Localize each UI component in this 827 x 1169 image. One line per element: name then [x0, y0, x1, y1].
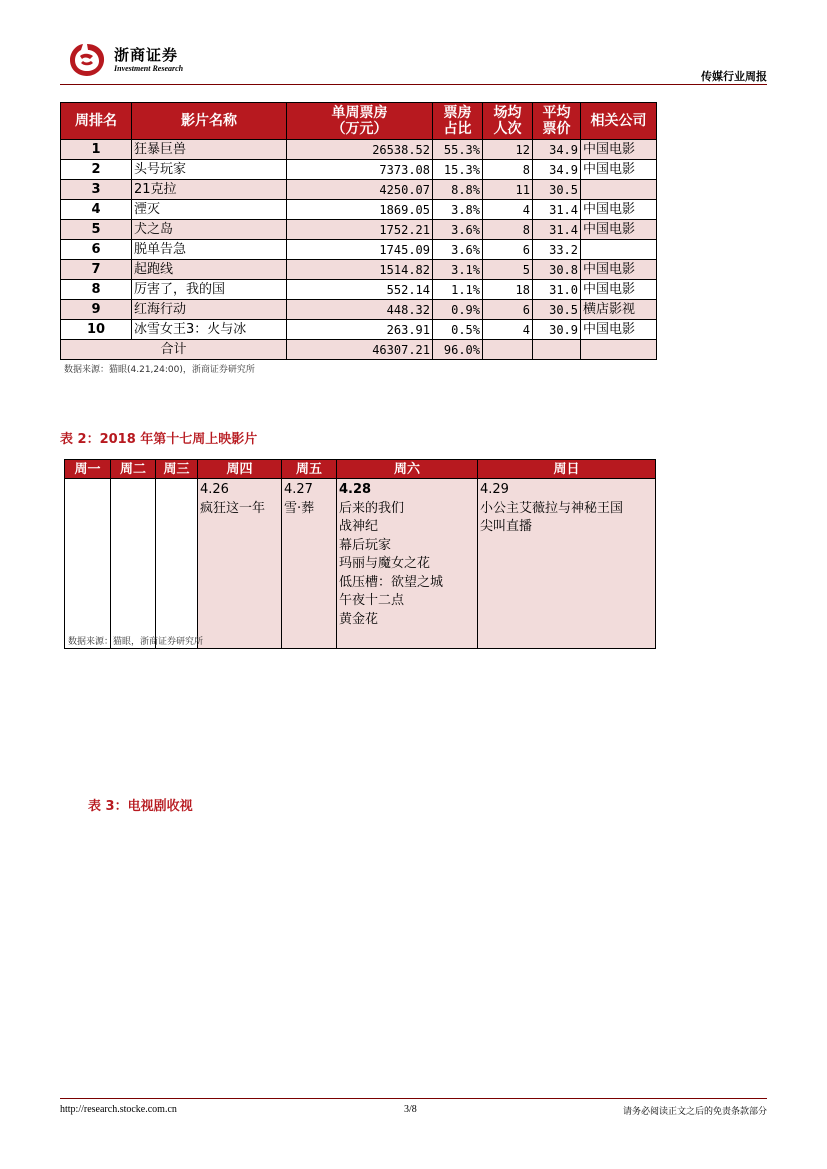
rank-cell: 1 — [61, 140, 132, 160]
table1-source: 数据来源：猫眼(4.21,24:00)，浙商证券研究所 — [64, 365, 255, 375]
share-cell: 3.6% — [433, 240, 483, 260]
title-cell: 犬之岛 — [132, 220, 287, 240]
title-cell: 厉害了，我的国 — [132, 280, 287, 300]
report-type: 传媒行业周报 — [701, 70, 767, 83]
company-logo-icon — [68, 42, 106, 78]
logo-chinese-text: 浙商证券 — [114, 46, 179, 64]
movie-title: 尖叫直播 — [480, 519, 533, 534]
total-empty-cell — [533, 340, 581, 360]
company-cell: 中国电影 — [581, 160, 657, 180]
header-monday: 周一 — [65, 460, 111, 479]
title-cell: 脱单告急 — [132, 240, 287, 260]
saturday-cell — [337, 479, 478, 649]
table-row — [61, 240, 657, 260]
table-row — [61, 280, 657, 300]
thursday-cell — [198, 479, 282, 649]
title-cell: 狂暴巨兽 — [132, 140, 287, 160]
footer-url[interactable]: http://research.stocke.com.cn — [60, 1104, 177, 1115]
table3-caption: 表 3：电视剧收视 — [88, 799, 193, 814]
header-friday: 周五 — [282, 460, 337, 479]
page-number: 3/8 — [404, 1104, 417, 1115]
company-cell: 中国电影 — [581, 140, 657, 160]
box-cell: 552.14 — [287, 280, 433, 300]
price-cell: 30.5 — [533, 180, 581, 200]
table-row — [61, 200, 657, 220]
monday-cell — [65, 479, 111, 649]
title-cell: 冰雪女王3：火与冰 — [132, 320, 287, 340]
header-avg-people: 场均 人次 — [483, 103, 533, 140]
total-label: 合计 — [61, 340, 287, 360]
share-cell: 3.8% — [433, 200, 483, 220]
title-cell: 21克拉 — [132, 180, 287, 200]
table-row — [61, 220, 657, 240]
price-cell: 31.0 — [533, 280, 581, 300]
header-title: 影片名称 — [132, 103, 287, 140]
table-row — [61, 180, 657, 200]
total-row — [61, 340, 657, 360]
share-cell: 55.3% — [433, 140, 483, 160]
table2-source: 数据来源：猫眼，浙商证券研究所 — [68, 637, 204, 647]
movie-title: 战神纪 — [339, 519, 379, 534]
header-box-office: 单周票房 （万元） — [287, 103, 433, 140]
price-cell: 30.9 — [533, 320, 581, 340]
people-cell: 11 — [483, 180, 533, 200]
movie-title: 雪·葬 — [284, 500, 315, 516]
table-row — [61, 320, 657, 340]
people-cell: 6 — [483, 300, 533, 320]
box-cell: 1514.82 — [287, 260, 433, 280]
total-share: 96.0% — [433, 340, 483, 360]
header-tuesday: 周二 — [111, 460, 156, 479]
footer-divider — [60, 1098, 767, 1099]
box-cell: 26538.52 — [287, 140, 433, 160]
share-cell: 1.1% — [433, 280, 483, 300]
share-cell: 3.1% — [433, 260, 483, 280]
box-cell: 263.91 — [287, 320, 433, 340]
table2-caption: 表 2：2018 年第十七周上映影片 — [60, 432, 258, 447]
rank-cell: 6 — [61, 240, 132, 260]
header-thursday: 周四 — [198, 460, 282, 479]
rank-cell: 8 — [61, 280, 132, 300]
rank-cell: 7 — [61, 260, 132, 280]
price-cell: 30.8 — [533, 260, 581, 280]
movie-title: 后来的我们 — [339, 500, 405, 516]
box-cell: 1752.21 — [287, 220, 433, 240]
title-cell: 头号玩家 — [132, 160, 287, 180]
movie-title: 疯狂这一年 — [200, 500, 266, 516]
price-cell: 34.9 — [533, 140, 581, 160]
company-cell — [581, 240, 657, 260]
box-cell: 7373.08 — [287, 160, 433, 180]
header-share: 票房 占比 — [433, 103, 483, 140]
price-cell: 31.4 — [533, 220, 581, 240]
friday-cell — [282, 479, 337, 649]
people-cell: 8 — [483, 160, 533, 180]
box-cell: 4250.07 — [287, 180, 433, 200]
share-cell: 0.9% — [433, 300, 483, 320]
people-cell: 5 — [483, 260, 533, 280]
company-cell: 中国电影 — [581, 320, 657, 340]
box-cell: 448.32 — [287, 300, 433, 320]
release-row — [65, 479, 656, 649]
people-cell: 6 — [483, 240, 533, 260]
price-cell: 33.2 — [533, 240, 581, 260]
table-row — [61, 140, 657, 160]
movie-title: 午夜十二点 — [339, 593, 405, 608]
rank-cell: 2 — [61, 160, 132, 180]
footer-disclaimer: 请务必阅读正文之后的免责条款部分 — [622, 1107, 767, 1117]
movie-title: 小公主艾薇拉与神秘王国 — [480, 500, 624, 516]
movie-title: 玛丽与魔女之花 — [339, 556, 431, 571]
share-cell: 15.3% — [433, 160, 483, 180]
share-cell: 3.6% — [433, 220, 483, 240]
header-saturday: 周六 — [337, 460, 478, 479]
people-cell: 18 — [483, 280, 533, 300]
header-wednesday: 周三 — [156, 460, 198, 479]
header-divider — [60, 84, 767, 85]
company-cell — [581, 180, 657, 200]
company-cell: 中国电影 — [581, 220, 657, 240]
release-date: 4.26 — [200, 482, 229, 497]
company-cell: 中国电影 — [581, 280, 657, 300]
company-cell: 横店影视 — [581, 300, 657, 320]
total-box: 46307.21 — [287, 340, 433, 360]
table-row — [61, 300, 657, 320]
title-cell: 红海行动 — [132, 300, 287, 320]
movie-title: 低压槽：欲望之城 — [339, 574, 444, 590]
weekly-box-office-table — [60, 102, 657, 360]
rank-cell: 3 — [61, 180, 132, 200]
header-company: 相关公司 — [581, 103, 657, 140]
sunday-cell — [478, 479, 656, 649]
title-cell: 起跑线 — [132, 260, 287, 280]
box-cell: 1745.09 — [287, 240, 433, 260]
table-header-row — [61, 103, 657, 140]
share-cell: 8.8% — [433, 180, 483, 200]
box-cell: 1869.05 — [287, 200, 433, 220]
table-row — [61, 160, 657, 180]
people-cell: 12 — [483, 140, 533, 160]
people-cell: 4 — [483, 200, 533, 220]
header-rank: 周排名 — [61, 103, 132, 140]
weekly-release-table — [64, 459, 656, 649]
people-cell: 4 — [483, 320, 533, 340]
rank-cell: 10 — [61, 320, 132, 340]
share-cell: 0.5% — [433, 320, 483, 340]
price-cell: 31.4 — [533, 200, 581, 220]
tuesday-cell — [111, 479, 156, 649]
rank-cell: 9 — [61, 300, 132, 320]
wednesday-cell — [156, 479, 198, 649]
logo-english-text: Investment Research — [114, 64, 184, 73]
table-row — [61, 260, 657, 280]
title-cell: 湮灭 — [132, 200, 287, 220]
people-cell: 8 — [483, 220, 533, 240]
header-sunday: 周日 — [478, 460, 656, 479]
movie-title: 幕后玩家 — [339, 537, 392, 553]
release-date: 4.28 — [339, 482, 372, 497]
table-header-row — [65, 460, 656, 479]
price-cell: 30.5 — [533, 300, 581, 320]
total-empty-cell — [483, 340, 533, 360]
header-avg-price: 平均 票价 — [533, 103, 581, 140]
movie-title: 黄金花 — [339, 611, 379, 627]
release-date: 4.29 — [480, 482, 509, 497]
price-cell: 34.9 — [533, 160, 581, 180]
total-empty-cell — [581, 340, 657, 360]
company-cell: 中国电影 — [581, 260, 657, 280]
rank-cell: 5 — [61, 220, 132, 240]
company-cell: 中国电影 — [581, 200, 657, 220]
rank-cell: 4 — [61, 200, 132, 220]
release-date: 4.27 — [284, 482, 313, 497]
